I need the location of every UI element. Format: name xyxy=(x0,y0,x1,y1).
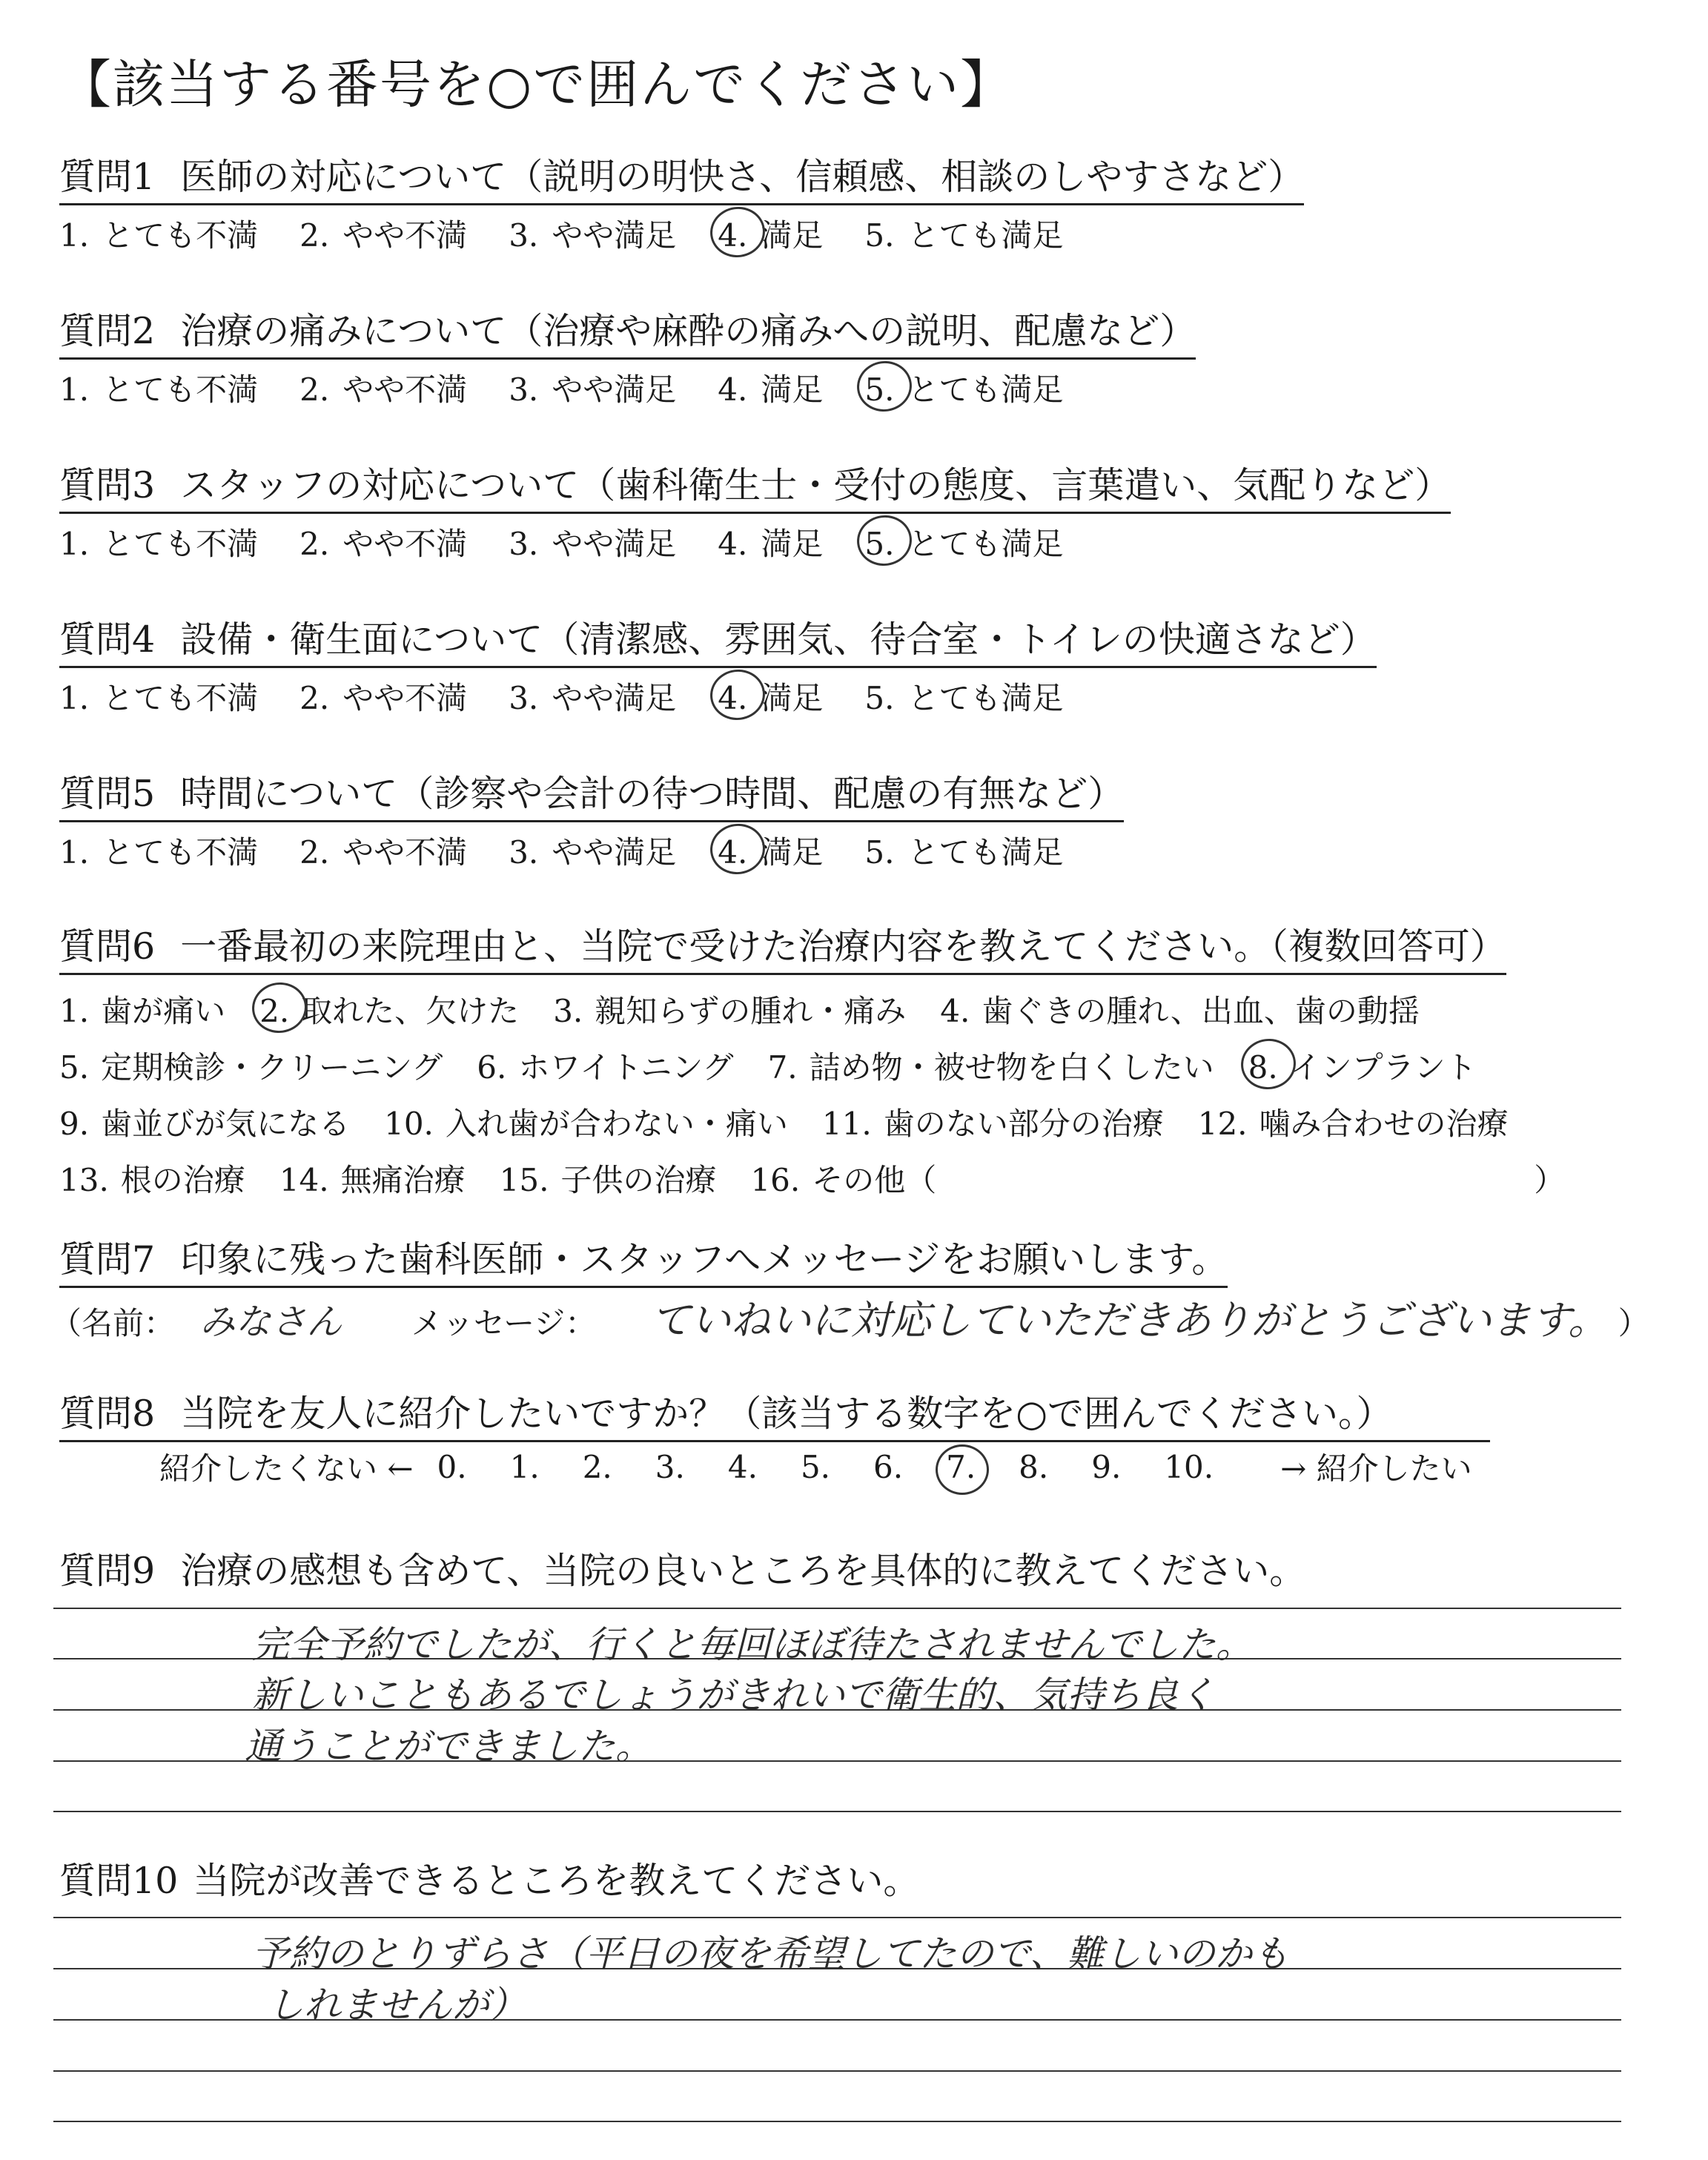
rating-option-3[interactable] xyxy=(509,674,676,719)
rating-option-1[interactable] xyxy=(59,520,258,564)
question-9 xyxy=(59,1542,1305,1594)
rating-options xyxy=(59,366,1196,410)
option-number: 14. xyxy=(279,1162,329,1198)
question-text: 当院を友人に紹介したいですか？（該当する数字を○で囲んでください。） xyxy=(180,1393,1393,1435)
option-label: 定期検診・クリーニング xyxy=(101,1049,443,1086)
question-text: 印象に残った歯科医師・スタッフへメッセージをお願いします。 xyxy=(180,1238,1228,1281)
rating-options xyxy=(59,211,1304,256)
option-number: 13. xyxy=(59,1162,109,1198)
scale-value-6[interactable]: 6. xyxy=(873,1448,904,1485)
question-text: 一番最初の来院理由と、当院で受けた治療内容を教えてください。（複数回答可） xyxy=(180,925,1506,968)
option-label: 満足 xyxy=(761,526,824,562)
message-value[interactable]: ていねいに対応していただきありがとうございます。 xyxy=(650,1297,1609,1344)
option-number: 4. xyxy=(718,371,748,408)
question-4 xyxy=(59,611,1377,719)
option-number: 3. xyxy=(509,217,539,254)
option-label: やや満足 xyxy=(552,680,677,716)
question-2 xyxy=(59,303,1196,410)
option-number: 5. xyxy=(864,217,895,254)
option-label: とても満足 xyxy=(907,680,1064,716)
option-label: やや満足 xyxy=(552,526,677,562)
q6-option-9[interactable] xyxy=(59,1100,350,1144)
q6-option-row xyxy=(59,1156,1565,1200)
ruled-line xyxy=(53,1811,1621,1812)
question-9-heading xyxy=(59,1542,1305,1594)
option-label: 満足 xyxy=(761,217,824,254)
option-number: 1. xyxy=(59,217,90,254)
option-number: 5. xyxy=(864,371,895,408)
option-number: 12. xyxy=(1197,1106,1248,1142)
option-number: 2. xyxy=(299,217,330,254)
option-number: 4. xyxy=(718,526,748,562)
question-5 xyxy=(59,765,1124,873)
q9-answer-line-2[interactable]: 新しいこともあるでしょうがきれいで衛生的、気持ち良く xyxy=(252,1674,1216,1717)
q6-option-5[interactable] xyxy=(59,1043,443,1088)
question-10 xyxy=(59,1852,919,1904)
question-number: 質問5 xyxy=(59,773,156,815)
q10-answer-line-1[interactable]: 予約のとりずらさ（平日の夜を希望してたので、難しいのかも xyxy=(252,1932,1289,1975)
option-label: やや満足 xyxy=(552,217,677,254)
rating-option-5[interactable] xyxy=(864,520,1063,564)
question-4-heading xyxy=(59,611,1377,668)
scale-value-2[interactable]: 2. xyxy=(582,1448,612,1485)
rating-option-3[interactable] xyxy=(509,828,676,873)
rating-option-1[interactable] xyxy=(59,366,258,410)
scale-left-label: 紹介したくない ← xyxy=(159,1450,414,1487)
rating-option-4[interactable] xyxy=(718,674,823,719)
name-value[interactable]: みなさん xyxy=(199,1301,342,1343)
option-label: とても満足 xyxy=(907,526,1064,562)
option-number: 4. xyxy=(718,834,748,871)
option-number: 1. xyxy=(59,993,90,1029)
question-6-heading xyxy=(59,918,1506,975)
scale-value-7[interactable]: 7. xyxy=(946,1448,976,1485)
ruled-line xyxy=(53,2121,1621,2122)
question-7-heading xyxy=(59,1231,1228,1288)
option-number: 7. xyxy=(767,1049,798,1086)
option-label: 歯が痛い xyxy=(101,993,226,1029)
question-3 xyxy=(59,457,1451,564)
option-number: 11. xyxy=(821,1106,872,1142)
question-number: 質問7 xyxy=(59,1238,156,1281)
option-label: その他（ xyxy=(812,1162,937,1198)
option-label: とても不満 xyxy=(102,526,259,562)
option-number: 4. xyxy=(718,217,748,254)
option-label: やや不満 xyxy=(342,526,468,562)
rating-option-3[interactable] xyxy=(509,211,676,256)
question-number: 質問4 xyxy=(59,618,156,661)
rating-option-4[interactable] xyxy=(718,366,823,410)
option-label: ホワイトニング xyxy=(518,1049,734,1086)
option-label: 噛み合わせの治療 xyxy=(1259,1106,1509,1142)
option-number: 4. xyxy=(940,993,970,1029)
option-label: とても不満 xyxy=(102,217,259,254)
option-number: 1. xyxy=(59,834,90,871)
rating-option-5[interactable] xyxy=(864,674,1063,719)
option-label: 歯のない部分の治療 xyxy=(883,1106,1164,1142)
option-number: 3. xyxy=(509,680,539,716)
option-number: 4. xyxy=(718,680,748,716)
option-number: 16. xyxy=(750,1162,801,1198)
option-number: 3. xyxy=(553,993,583,1029)
scale-value-4[interactable]: 4. xyxy=(727,1448,758,1485)
option-number: 10. xyxy=(384,1106,434,1142)
scale-value-8[interactable]: 8. xyxy=(1019,1448,1049,1485)
question-1-heading xyxy=(59,148,1304,205)
option-number: 5. xyxy=(864,680,895,716)
option-number: 3. xyxy=(509,834,539,871)
option-label: 親知らずの腫れ・痛み xyxy=(595,993,907,1029)
q6-option-4[interactable] xyxy=(940,987,1420,1031)
rating-option-3[interactable] xyxy=(509,366,676,410)
ruled-line xyxy=(53,1608,1621,1609)
q6-option-6[interactable] xyxy=(477,1043,733,1088)
option-label: 満足 xyxy=(761,834,824,871)
option-label: とても不満 xyxy=(102,680,259,716)
q9-answer-line-3[interactable]: 通うことができました。 xyxy=(245,1725,652,1768)
rating-options xyxy=(59,828,1124,873)
scale-value-9[interactable]: 9. xyxy=(1091,1448,1122,1485)
name-label: （名前： xyxy=(50,1305,176,1341)
question-text: 設備・衛生面について（清潔感、雰囲気、待合室・トイレの快適さなど） xyxy=(180,618,1377,661)
option-label: 満足 xyxy=(761,680,824,716)
q6-option-row xyxy=(59,987,1565,1031)
option-label: 入れ歯が合わない・痛い xyxy=(445,1106,788,1142)
option-number: 5. xyxy=(864,526,895,562)
option-label: とても不満 xyxy=(102,834,259,871)
option-label: とても満足 xyxy=(907,834,1064,871)
rating-option-5[interactable] xyxy=(864,366,1063,410)
q7-answer-row xyxy=(50,1289,1649,1346)
option-label: とても不満 xyxy=(102,371,259,408)
question-5-heading xyxy=(59,765,1124,822)
option-number: 8. xyxy=(1248,1049,1278,1086)
rating-option-4[interactable] xyxy=(718,828,823,873)
other-close-paren: ） xyxy=(1534,1162,1566,1198)
option-number: 1. xyxy=(59,680,90,716)
question-number: 質問10 xyxy=(59,1860,179,1902)
question-number: 質問1 xyxy=(59,156,156,198)
option-number: 1. xyxy=(59,526,90,562)
recommend-scale xyxy=(159,1444,1496,1489)
question-number: 質問2 xyxy=(59,310,156,352)
rating-option-2[interactable] xyxy=(299,520,467,564)
rating-option-3[interactable] xyxy=(509,520,676,564)
scale-value-5[interactable]: 5. xyxy=(800,1448,831,1485)
option-label: 満足 xyxy=(761,371,824,408)
message-label: メッセージ： xyxy=(411,1305,597,1341)
ruled-line xyxy=(53,2070,1621,2072)
option-number: 2. xyxy=(299,680,330,716)
option-number: 15. xyxy=(499,1162,549,1198)
q6-option-row xyxy=(59,1100,1565,1144)
scale-value-10[interactable]: 10. xyxy=(1164,1448,1214,1485)
scale-value-3[interactable]: 3. xyxy=(655,1448,685,1485)
question-text: 治療の感想も含めて、当院の良いところを具体的に教えてください。 xyxy=(180,1550,1306,1592)
option-label: やや不満 xyxy=(342,371,468,408)
question-1 xyxy=(59,148,1304,256)
question-text: 医師の対応について（説明の明快さ、信頼感、相談のしやすさなど） xyxy=(180,156,1305,198)
option-number: 1. xyxy=(59,371,90,408)
rating-option-4[interactable] xyxy=(718,211,823,256)
option-number: 5. xyxy=(864,834,895,871)
option-label: やや満足 xyxy=(552,371,677,408)
q10-answer-line-2[interactable]: しれませんが） xyxy=(267,1984,526,2027)
rating-option-1[interactable] xyxy=(59,674,258,719)
q9-answer-line-1[interactable]: 完全予約でしたが、行くと毎回ほぼ待たされませんでした。 xyxy=(252,1623,1253,1666)
rating-options xyxy=(59,674,1377,719)
option-number: 3. xyxy=(509,371,539,408)
question-number: 質問9 xyxy=(59,1550,156,1592)
page-title: 【該当する番号を○で囲んでください】 xyxy=(59,54,1014,115)
q6-option-12[interactable] xyxy=(1198,1100,1509,1144)
option-number: 9. xyxy=(59,1106,90,1142)
question-text: 当院が改善できるところを教えてください。 xyxy=(193,1860,920,1902)
option-label: やや満足 xyxy=(552,834,677,871)
q6-option-14[interactable] xyxy=(279,1156,466,1200)
q6-option-11[interactable] xyxy=(822,1100,1164,1144)
q6-option-2[interactable] xyxy=(259,987,519,1031)
rating-option-4[interactable] xyxy=(718,520,823,564)
ruled-line xyxy=(53,1917,1621,1918)
option-label: とても満足 xyxy=(907,371,1064,408)
rating-option-2[interactable] xyxy=(299,366,467,410)
question-number: 質問8 xyxy=(59,1393,156,1435)
rating-option-5[interactable] xyxy=(864,828,1063,873)
rating-option-2[interactable] xyxy=(299,211,467,256)
option-number: 3. xyxy=(509,526,539,562)
scale-value-0[interactable]: 0. xyxy=(437,1448,467,1485)
question-text: スタッフの対応について（歯科衛生士・受付の態度、言葉遣い、気配りなど） xyxy=(180,464,1452,506)
scale-value-1[interactable]: 1. xyxy=(509,1448,540,1485)
q7-close-paren: ） xyxy=(1618,1305,1649,1341)
question-7 xyxy=(59,1231,1228,1288)
option-label: 根の治療 xyxy=(120,1162,245,1198)
rating-options xyxy=(59,520,1451,564)
option-number: 2. xyxy=(299,526,330,562)
option-number: 5. xyxy=(59,1049,90,1086)
question-8-heading xyxy=(59,1385,1490,1442)
option-label: 子供の治療 xyxy=(560,1162,717,1198)
rating-option-1[interactable] xyxy=(59,828,258,873)
option-label: やや不満 xyxy=(342,834,468,871)
question-6 xyxy=(59,918,1565,1200)
q6-option-10[interactable] xyxy=(384,1100,788,1144)
question-3-heading xyxy=(59,457,1451,514)
question-10-heading xyxy=(59,1852,919,1904)
rating-option-2[interactable] xyxy=(299,674,467,719)
option-number: 6. xyxy=(477,1049,507,1086)
q6-option-16[interactable] xyxy=(750,1156,936,1200)
q6-option-row xyxy=(59,1043,1565,1088)
option-label: 取れた、欠けた xyxy=(301,993,520,1029)
scale-right-label: → 紹介したい xyxy=(1280,1450,1472,1487)
q6-option-1[interactable] xyxy=(59,987,225,1031)
option-label: 無痛治療 xyxy=(340,1162,466,1198)
rating-option-5[interactable] xyxy=(864,211,1063,256)
q6-option-13[interactable] xyxy=(59,1156,245,1200)
option-number: 2. xyxy=(259,993,290,1029)
rating-option-2[interactable] xyxy=(299,828,467,873)
question-text: 治療の痛みについて（治療や麻酔の痛みへの説明、配慮など） xyxy=(180,310,1196,352)
q6-option-8[interactable] xyxy=(1248,1043,1477,1088)
question-text: 時間について（診察や会計の待つ時間、配慮の有無など） xyxy=(180,773,1125,815)
option-label: やや不満 xyxy=(342,680,468,716)
option-label: 歯ぐきの腫れ、出血、歯の動揺 xyxy=(982,993,1420,1029)
question-8 xyxy=(59,1385,1490,1442)
option-label: 歯並びが気になる xyxy=(101,1106,351,1142)
q6-option-15[interactable] xyxy=(500,1156,717,1200)
q6-option-7[interactable] xyxy=(768,1043,1214,1088)
option-number: 2. xyxy=(299,834,330,871)
question-number: 質問6 xyxy=(59,925,156,968)
option-label: インプラント xyxy=(1289,1049,1477,1086)
rating-option-1[interactable] xyxy=(59,211,258,256)
option-label: やや不満 xyxy=(342,217,468,254)
question-number: 質問3 xyxy=(59,464,156,506)
option-label: とても満足 xyxy=(907,217,1064,254)
option-number: 2. xyxy=(299,371,330,408)
question-2-heading xyxy=(59,303,1196,360)
option-label: 詰め物・被せ物を白くしたい xyxy=(809,1049,1214,1086)
q6-option-3[interactable] xyxy=(553,987,906,1031)
